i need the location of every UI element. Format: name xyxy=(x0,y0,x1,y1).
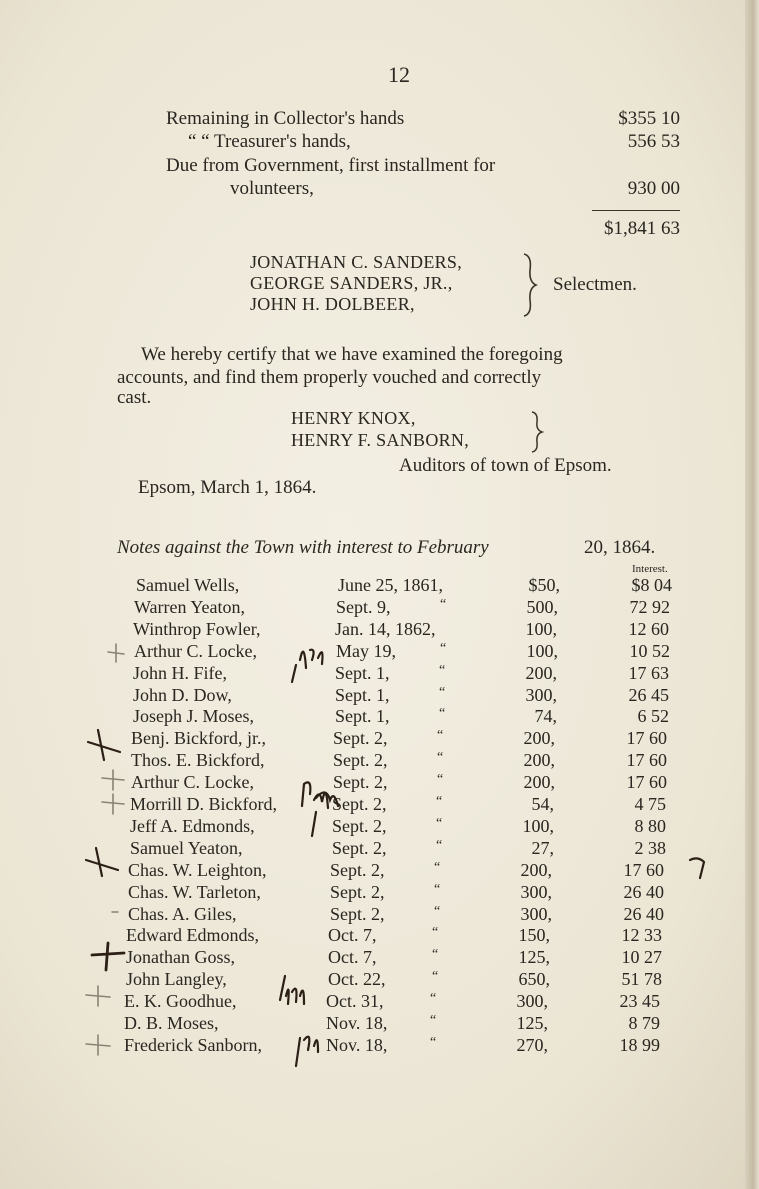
note-interest: 17 60 xyxy=(626,772,667,793)
date-line: Epsom, March 1, 1864. xyxy=(138,477,317,498)
note-interest: 51 78 xyxy=(621,969,662,990)
note-interest: 17 60 xyxy=(626,728,667,749)
note-ditto: “ xyxy=(434,903,441,919)
note-ditto: “ xyxy=(436,837,443,853)
selectmen-title: Selectmen. xyxy=(553,274,637,295)
note-date: Sept. 1, xyxy=(335,684,390,705)
note-ditto: “ xyxy=(434,881,441,897)
note-name: Samuel Yeaton, xyxy=(130,837,243,858)
note-principal: 100, xyxy=(525,618,557,639)
note-interest: 18 99 xyxy=(619,1034,660,1055)
note-date: Sept. 2, xyxy=(333,772,388,793)
note-name: Benj. Bickford, jr., xyxy=(131,728,266,749)
selectman-1: JONATHAN C. SANDERS, xyxy=(250,252,463,272)
note-interest: 17 60 xyxy=(623,859,664,880)
note-date: Oct. 22, xyxy=(328,969,386,990)
note-interest: 23 45 xyxy=(619,991,660,1012)
note-interest: 2 38 xyxy=(634,837,666,858)
note-principal: 74, xyxy=(534,706,557,727)
note-date: Sept. 2, xyxy=(333,750,388,771)
note-interest: 26 45 xyxy=(628,684,669,705)
note-name: Arthur C. Locke, xyxy=(134,640,257,661)
note-principal: 100, xyxy=(526,640,558,661)
note-name: Edward Edmonds, xyxy=(126,925,259,946)
note-ditto: “ xyxy=(437,728,444,744)
note-date: Sept. 2, xyxy=(330,859,385,880)
certify-line-1: We hereby certify that we have examined the foregoing xyxy=(141,344,563,365)
note-principal: 54, xyxy=(531,794,554,814)
note-date: Nov. 18, xyxy=(326,1013,388,1033)
note-interest: 17 60 xyxy=(626,750,667,771)
note-ditto: “ xyxy=(440,596,447,612)
auditor-1: HENRY KNOX, xyxy=(291,408,416,428)
note-principal: 500, xyxy=(526,596,558,617)
note-ditto: “ xyxy=(439,662,446,678)
note-interest: $8 04 xyxy=(631,575,672,595)
note-name: Thos. E. Bickford, xyxy=(131,750,265,771)
note-ditto: “ xyxy=(434,859,441,875)
note-name: Morrill D. Bickford, xyxy=(130,794,277,814)
note-date: Oct. 7, xyxy=(328,925,377,946)
note-ditto: “ xyxy=(432,925,439,941)
note-date: Oct. 7, xyxy=(328,947,377,968)
note-date: Sept. 9, xyxy=(336,596,391,617)
note-principal: 200, xyxy=(523,772,555,793)
notes-heading: Notes against the Town with interest to February xyxy=(117,537,489,558)
note-interest: 26 40 xyxy=(623,881,664,902)
note-principal: 300, xyxy=(520,881,552,902)
note-name: John H. Fife, xyxy=(133,662,227,683)
note-principal: 300, xyxy=(516,991,548,1012)
note-date: Oct. 31, xyxy=(326,991,384,1012)
note-interest: 4 75 xyxy=(634,794,666,814)
note-principal: 200, xyxy=(520,859,552,880)
note-interest: 26 40 xyxy=(623,903,664,924)
auditors-title: Auditors of town of Epsom. xyxy=(399,455,612,476)
auditor-2: HENRY F. SANBORN, xyxy=(291,430,470,450)
selectman-3: JOHN H. DOLBEER, xyxy=(250,294,415,314)
note-principal: 27, xyxy=(531,837,554,858)
note-ditto: “ xyxy=(436,815,443,831)
note-interest: 8 80 xyxy=(634,815,666,836)
note-date: June 25, 1861, xyxy=(338,575,443,595)
note-ditto: “ xyxy=(439,684,446,700)
note-interest: 12 33 xyxy=(621,925,662,946)
note-ditto: “ xyxy=(430,1034,437,1050)
balance-amount-volunteers: 930 00 xyxy=(627,178,680,199)
note-interest: 8 79 xyxy=(628,1013,660,1033)
page-number: 12 xyxy=(388,62,410,87)
balance-label-volunteers: volunteers, xyxy=(230,178,314,199)
note-date: Jan. 14, 1862, xyxy=(335,618,436,639)
note-ditto: “ xyxy=(439,706,446,722)
note-principal: 200, xyxy=(525,662,557,683)
note-principal: 150, xyxy=(518,925,550,946)
note-interest: 17 63 xyxy=(628,662,669,683)
note-name: Jonathan Goss, xyxy=(126,947,235,968)
note-ditto: “ xyxy=(440,640,447,656)
certify-line-3: cast. xyxy=(117,387,152,408)
note-interest: 10 27 xyxy=(621,947,662,968)
note-date: Sept. 2, xyxy=(333,728,388,749)
note-name: Winthrop Fowler, xyxy=(133,618,261,639)
balance-label-government: Due from Government, first installment for xyxy=(166,155,496,176)
note-name: John D. Dow, xyxy=(133,684,232,705)
note-interest: 6 52 xyxy=(637,706,669,727)
note-name: Chas. A. Giles, xyxy=(128,903,237,924)
note-ditto: “ xyxy=(432,969,439,985)
note-ditto: “ xyxy=(430,991,437,1007)
interest-column-header: Interest. xyxy=(632,563,668,575)
note-name: Jeff A. Edmonds, xyxy=(130,815,255,836)
note-date: Sept. 1, xyxy=(335,662,390,683)
cross-mark-icon xyxy=(86,644,124,1055)
note-ditto: “ xyxy=(436,794,443,809)
note-date: Sept. 2, xyxy=(332,837,387,858)
note-date: Nov. 18, xyxy=(326,1034,388,1055)
note-principal: 200, xyxy=(523,728,555,749)
note-date: Sept. 2, xyxy=(332,794,387,814)
balance-label-collector: Remaining in Collector's hands xyxy=(166,108,405,129)
note-principal: 270, xyxy=(516,1034,548,1055)
note-principal: 100, xyxy=(522,815,554,836)
note-principal: 200, xyxy=(523,750,555,771)
note-interest: 72 92 xyxy=(629,596,670,617)
balance-amount-treasurer: 556 53 xyxy=(627,131,680,152)
note-name: Chas. W. Leighton, xyxy=(128,859,267,880)
note-name: Warren Yeaton, xyxy=(134,596,246,617)
note-name: D. B. Moses, xyxy=(124,1013,219,1033)
note-principal: 125, xyxy=(518,947,550,968)
note-name: Samuel Wells, xyxy=(136,575,240,595)
note-principal: 125, xyxy=(516,1013,548,1033)
paid-mark-icon xyxy=(280,650,704,1066)
note-date: Sept. 1, xyxy=(335,706,390,727)
balance-label-treasurer: “ “ Treasurer's hands, xyxy=(188,131,351,152)
balance-amount-collector: $355 10 xyxy=(618,108,680,129)
selectman-2: GEORGE SANDERS, JR., xyxy=(250,273,453,293)
note-name: Frederick Sanborn, xyxy=(124,1034,262,1055)
note-date: Sept. 2, xyxy=(330,881,385,902)
note-name: Joseph J. Moses, xyxy=(133,706,255,727)
note-name: Arthur C. Locke, xyxy=(131,772,254,793)
note-principal: 300, xyxy=(520,903,552,924)
note-principal: 650, xyxy=(518,969,550,990)
note-name: E. K. Goodhue, xyxy=(124,991,237,1012)
certify-line-2: accounts, and find them properly vouched and correctly xyxy=(117,367,542,388)
note-name: John Langley, xyxy=(126,969,227,990)
note-principal: 300, xyxy=(525,684,557,705)
note-ditto: “ xyxy=(430,1013,437,1028)
note-date: Sept. 2, xyxy=(330,903,385,924)
note-date: May 19, xyxy=(336,640,396,661)
note-interest: 12 60 xyxy=(628,618,669,639)
balance-total: $1,841 63 xyxy=(604,218,680,239)
note-ditto: “ xyxy=(437,750,444,766)
note-principal: $50, xyxy=(528,575,560,595)
notes-heading-date: 20, 1864. xyxy=(584,537,656,558)
note-name: Chas. W. Tarleton, xyxy=(128,881,261,902)
note-ditto: “ xyxy=(432,947,439,963)
note-interest: 10 52 xyxy=(629,640,670,661)
note-date: Sept. 2, xyxy=(332,815,387,836)
note-ditto: “ xyxy=(437,772,444,788)
